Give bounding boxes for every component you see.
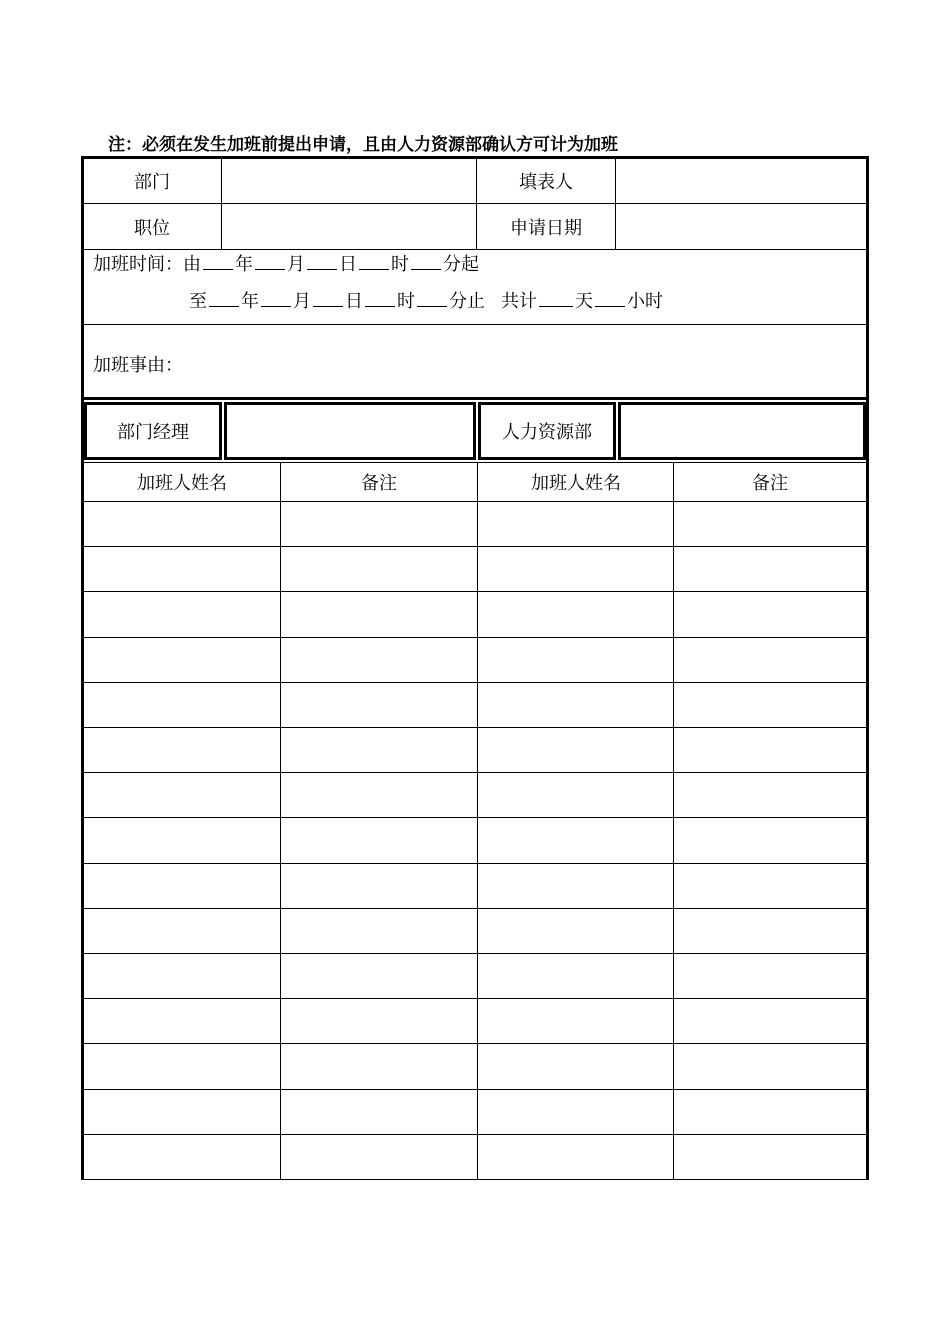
table-cell[interactable]: [478, 683, 673, 727]
table-cell[interactable]: [281, 728, 477, 772]
total-hours-blank[interactable]: [595, 288, 625, 307]
table-cell[interactable]: [674, 818, 866, 862]
table-cell[interactable]: [478, 547, 673, 591]
dept-field[interactable]: [222, 159, 476, 203]
table-cell[interactable]: [674, 502, 866, 546]
table-cell[interactable]: [674, 728, 866, 772]
table-cell[interactable]: [84, 954, 280, 998]
dept-label: 部门: [134, 172, 170, 193]
table-cell[interactable]: [281, 502, 477, 546]
table-cell[interactable]: [281, 1135, 477, 1179]
filler-field[interactable]: [617, 159, 867, 203]
table-cell[interactable]: [674, 1090, 866, 1134]
table-cell[interactable]: [281, 1044, 477, 1088]
table-cell[interactable]: [281, 818, 477, 862]
table-cell[interactable]: [84, 773, 280, 817]
table-cell[interactable]: [281, 773, 477, 817]
table-cell[interactable]: [84, 909, 280, 953]
start-month-blank[interactable]: [255, 251, 285, 270]
table-cell[interactable]: [84, 547, 280, 591]
reason-field[interactable]: [234, 327, 864, 397]
end-day-blank[interactable]: [313, 288, 343, 307]
position-label: 职位: [134, 218, 170, 239]
table-cell[interactable]: [478, 818, 673, 862]
table-cell[interactable]: [674, 773, 866, 817]
table-cell[interactable]: [84, 502, 280, 546]
reason-label: 加班事由：: [93, 355, 183, 376]
table-cell[interactable]: [281, 909, 477, 953]
table-cell[interactable]: [674, 592, 866, 636]
table-cell[interactable]: [478, 954, 673, 998]
table-cell[interactable]: [674, 683, 866, 727]
form-note: 注：必须在发生加班前提出申请，且由人力资源部确认方可计为加班: [108, 135, 618, 155]
table-cell[interactable]: [84, 1090, 280, 1134]
table-cell[interactable]: [84, 864, 280, 908]
hr-signature-box[interactable]: [618, 402, 866, 460]
manager-signature-box[interactable]: [224, 402, 476, 460]
table-cell[interactable]: [478, 728, 673, 772]
table-cell[interactable]: [84, 1044, 280, 1088]
table-cell[interactable]: [478, 1135, 673, 1179]
table-header-name-1: 加班人姓名: [137, 473, 227, 494]
start-hour-blank[interactable]: [359, 251, 389, 270]
table-cell[interactable]: [84, 728, 280, 772]
position-field[interactable]: [222, 205, 476, 249]
table-cell[interactable]: [84, 592, 280, 636]
table-cell[interactable]: [478, 909, 673, 953]
table-cell[interactable]: [478, 1090, 673, 1134]
end-hour-blank[interactable]: [365, 288, 395, 307]
table-cell[interactable]: [478, 1044, 673, 1088]
table-cell[interactable]: [281, 638, 477, 682]
table-cell[interactable]: [281, 683, 477, 727]
start-year-blank[interactable]: [203, 251, 233, 270]
table-header-name-2: 加班人姓名: [531, 473, 621, 494]
table-cell[interactable]: [84, 999, 280, 1043]
table-cell[interactable]: [674, 909, 866, 953]
end-month-blank[interactable]: [261, 288, 291, 307]
overtime-time-label: 加班时间：: [93, 254, 183, 275]
table-header-remark-1: 备注: [361, 473, 397, 494]
table-cell[interactable]: [84, 638, 280, 682]
table-cell[interactable]: [478, 864, 673, 908]
table-cell[interactable]: [281, 864, 477, 908]
overtime-time-line-2: 至 年 月 日 时 分止 共计 天 小时: [189, 287, 663, 313]
table-cell[interactable]: [674, 864, 866, 908]
table-cell[interactable]: [674, 1135, 866, 1179]
overtime-time-line-1: 加班时间：由 年 月 日 时 分起: [93, 250, 479, 276]
manager-label: 部门经理: [117, 422, 189, 443]
filler-label: 填表人: [519, 172, 573, 193]
table-cell[interactable]: [281, 1090, 477, 1134]
table-cell[interactable]: [281, 547, 477, 591]
hr-label: 人力资源部: [502, 422, 592, 443]
table-cell[interactable]: [478, 502, 673, 546]
table-cell[interactable]: [281, 592, 477, 636]
overtime-form: [81, 156, 869, 1180]
start-day-blank[interactable]: [307, 251, 337, 270]
table-cell[interactable]: [478, 592, 673, 636]
table-header-remark-2: 备注: [752, 473, 788, 494]
date-field[interactable]: [617, 205, 867, 249]
start-minute-blank[interactable]: [411, 251, 441, 270]
table-cell[interactable]: [281, 954, 477, 998]
table-cell[interactable]: [84, 683, 280, 727]
table-cell[interactable]: [674, 999, 866, 1043]
table-cell[interactable]: [674, 638, 866, 682]
end-minute-blank[interactable]: [417, 288, 447, 307]
date-label: 申请日期: [510, 218, 582, 239]
table-cell[interactable]: [674, 954, 866, 998]
table-cell[interactable]: [84, 1135, 280, 1179]
table-cell[interactable]: [84, 818, 280, 862]
table-cell[interactable]: [281, 999, 477, 1043]
table-cell[interactable]: [478, 773, 673, 817]
table-cell[interactable]: [674, 1044, 866, 1088]
total-days-blank[interactable]: [539, 288, 573, 307]
table-cell[interactable]: [478, 999, 673, 1043]
table-cell[interactable]: [674, 547, 866, 591]
table-cell[interactable]: [478, 638, 673, 682]
end-year-blank[interactable]: [209, 288, 239, 307]
